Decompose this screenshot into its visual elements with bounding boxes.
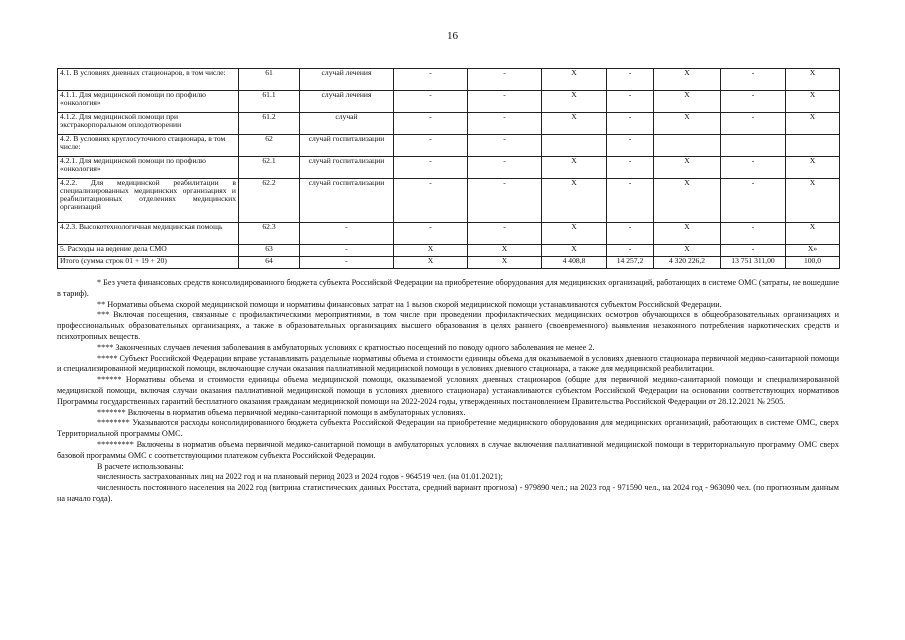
value-cell: - xyxy=(394,69,468,91)
value-cell: X xyxy=(542,157,607,179)
value-cell: X xyxy=(468,245,542,257)
table-row xyxy=(58,179,840,223)
value-cell: X xyxy=(786,91,840,113)
value-cell: - xyxy=(394,135,468,157)
value-cell: - xyxy=(607,91,654,113)
footnote: численность застрахованных лиц на 2022 год и на плановый период 2023 и 2024 годов - 964519 чел. (на 01.01.2021); xyxy=(97,472,503,482)
value-cell: - xyxy=(721,113,786,135)
value-cell: - xyxy=(607,157,654,179)
value-cell: - xyxy=(721,157,786,179)
value-cell: X xyxy=(786,113,840,135)
value-cell: - xyxy=(468,179,542,223)
footnote: ** Нормативы объема скорой медицинской помощи и нормативы финансовых затрат на 1 вызов скорой медицинской помощи устанавливаются субъектом Российской Федерации. xyxy=(97,299,722,309)
row-code-cell: 62.1 xyxy=(239,157,300,179)
value-cell xyxy=(721,135,786,157)
value-cell: 14 257,2 xyxy=(607,257,654,269)
table-row xyxy=(58,223,840,245)
value-cell: - xyxy=(468,69,542,91)
row-unit-cell: - xyxy=(300,245,394,257)
row-name-cell: 4.2.3. Высокотехнологичная медицинская помощь xyxy=(58,223,239,245)
footnote: В расчете использованы: xyxy=(97,461,184,471)
row-unit-cell: случай лечения xyxy=(300,91,394,113)
row-name-cell: 4.2.2. Для медицинской реабилитации в специализированных медицинских организациях и реабилитационных отделениях медицинских организаций xyxy=(58,179,239,223)
footnote: ***** Субъект Российской Федерации вправе устанавливать раздельные нормативы объема и стоимости единицы объема для оказываемой в условиях дневного стационара первичной медико-санитарной помощи и специализированной медицинской помощи, включающие случаи оказания паллиативной медицинской помощи в условиях дневного стационара, а также для медицинской реабилитации. xyxy=(57,353,839,374)
row-code-cell: 64 xyxy=(239,257,300,269)
row-unit-cell: случай госпитализации xyxy=(300,157,394,179)
footnote: *** Включая посещения, связанные с профилактическими мероприятиями, в том числе при проведении профилактических медицинских осмотров обучающихся в общеобразовательных организациях и профессиональных образовательных организациях, а также в образовательных организациях высшего образования в целях раннего (своевременного) выявления незаконного потребления наркотических средств и психотропных веществ. xyxy=(57,310,839,341)
row-unit-cell: - xyxy=(300,223,394,245)
footnote: * Без учета финансовых средств консолидированного бюджета субъекта Российской Федерации на приобретение оборудования для медицинских организаций, работающих в системе ОМС (затраты, не вошедшие в тариф). xyxy=(57,278,839,298)
value-cell: - xyxy=(607,223,654,245)
row-code-cell: 61.2 xyxy=(239,113,300,135)
table-row xyxy=(58,257,840,269)
table-row xyxy=(58,69,840,91)
value-cell: 100,0 xyxy=(786,257,840,269)
value-cell: X xyxy=(654,245,721,257)
value-cell: - xyxy=(394,113,468,135)
row-name-cell: 4.1. В условиях дневных стационаров, в том числе: xyxy=(58,69,239,91)
value-cell: - xyxy=(721,179,786,223)
value-cell: X» xyxy=(786,245,840,257)
value-cell: X xyxy=(394,257,468,269)
row-code-cell: 63 xyxy=(239,245,300,257)
value-cell xyxy=(786,135,840,157)
value-cell: - xyxy=(721,91,786,113)
value-cell: - xyxy=(394,223,468,245)
row-name-cell: 4.1.2. Для медицинской помощи при экстракорпоральном оплодотворении xyxy=(58,113,239,135)
value-cell xyxy=(542,135,607,157)
row-code-cell: 61 xyxy=(239,69,300,91)
value-cell: - xyxy=(468,223,542,245)
value-cell: X xyxy=(786,69,840,91)
value-cell: X xyxy=(654,113,721,135)
value-cell: - xyxy=(607,245,654,257)
row-unit-cell: случай госпитализации xyxy=(300,179,394,223)
value-cell: X xyxy=(542,113,607,135)
row-code-cell: 61.1 xyxy=(239,91,300,113)
value-cell: - xyxy=(607,179,654,223)
value-cell: - xyxy=(468,91,542,113)
value-cell: - xyxy=(607,135,654,157)
value-cell: X xyxy=(654,91,721,113)
row-code-cell: 62 xyxy=(239,135,300,157)
row-unit-cell: - xyxy=(300,257,394,269)
value-cell: - xyxy=(607,69,654,91)
footnote: численность постоянного населения на 2022 год (витрина статистических данных Росстата, средний вариант прогноза) - 979890 чел.; на 2023 год - 971590 чел., на 2024 год - 963090 чел. (по прогнозным данным на начало года). xyxy=(57,483,839,503)
row-unit-cell: случай госпитализации xyxy=(300,135,394,157)
value-cell: - xyxy=(721,245,786,257)
value-cell: X xyxy=(654,69,721,91)
value-cell: - xyxy=(468,113,542,135)
value-cell: X xyxy=(542,91,607,113)
row-unit-cell: случай xyxy=(300,113,394,135)
value-cell: - xyxy=(468,157,542,179)
value-cell: X xyxy=(542,223,607,245)
value-cell: - xyxy=(721,223,786,245)
footnote: ******* Включены в норматив объема первичной медико-санитарной помощи в амбулаторных условиях. xyxy=(97,407,466,417)
row-name-cell: 4.2. В условиях круглосуточного стационара, в том числе: xyxy=(58,135,239,157)
value-cell: X xyxy=(542,245,607,257)
table-row xyxy=(58,91,840,113)
page-number: 16 xyxy=(447,30,458,42)
footnote: **** Законченных случаев лечения заболевания в амбулаторных условиях с кратностью посещений по поводу одного заболевания не менее 2. xyxy=(97,342,595,352)
value-cell: X xyxy=(394,245,468,257)
table-row xyxy=(58,245,840,257)
row-name-cell: Итого (сумма строк 01 + 19 + 20) xyxy=(58,257,239,269)
table-row xyxy=(58,113,840,135)
footnote: ******** Указываются расходы консолидированного бюджета субъекта Российской Федерации на приобретение медицинского оборудования для медицинских организаций, работающих в системе ОМС, сверх Территориальной программы ОМС. xyxy=(57,418,839,439)
value-cell: X xyxy=(786,179,840,223)
value-cell: - xyxy=(394,91,468,113)
row-name-cell: 4.2.1. Для медицинской помощи по профилю «онкология» xyxy=(58,157,239,179)
value-cell: - xyxy=(394,179,468,223)
table-row xyxy=(58,157,840,179)
row-unit-cell: случай лечения xyxy=(300,69,394,91)
value-cell: X xyxy=(654,223,721,245)
table-row xyxy=(58,135,840,157)
value-cell: - xyxy=(607,113,654,135)
row-code-cell: 62.2 xyxy=(239,179,300,223)
value-cell: 4 320 226,2 xyxy=(654,257,721,269)
value-cell: X xyxy=(654,179,721,223)
value-cell: X xyxy=(654,157,721,179)
row-code-cell: 62.3 xyxy=(239,223,300,245)
value-cell: - xyxy=(721,69,786,91)
value-cell: - xyxy=(468,135,542,157)
row-name-cell: 4.1.1. Для медицинской помощи по профилю «онкология» xyxy=(58,91,239,113)
row-name-cell: 5. Расходы на ведение дела СМО xyxy=(58,245,239,257)
value-cell: 13 751 311,00 xyxy=(721,257,786,269)
value-cell: X xyxy=(542,179,607,223)
value-cell: X xyxy=(786,157,840,179)
footnotes xyxy=(57,278,839,505)
value-cell: X xyxy=(542,69,607,91)
value-cell xyxy=(654,135,721,157)
value-cell: - xyxy=(394,157,468,179)
footnote: ****** Нормативы объема и стоимости единицы объема медицинской помощи, оказываемой условиях дневных стационаров (общие для первичной медико-санитарной помощи и специализированной медицинской помощи, включая случаи оказания паллиативной медицинской помощи в условиях дневного стационара) устанавливаются субъектом Российской Федерации на основании соответствующих нормативов Программы государственных гарантий бесплатного оказания гражданам медицинской помощи на 2022-2024 годы, утвержденных постановлением Правительства Российской Федерации от 28.12.2021 № 2505. xyxy=(57,375,839,406)
normatives-table xyxy=(57,68,840,269)
value-cell: X xyxy=(468,257,542,269)
value-cell: 4 408,8 xyxy=(542,257,607,269)
value-cell: X xyxy=(786,223,840,245)
footnote: ********* Включены в норматив объема первичной медико-санитарной помощи в амбулаторных условиях в случае включения паллиативной медицинской помощи в территориальную программу ОМС сверх базовой программы ОМС с соответствующими платежом субъекта Российской Федерации. xyxy=(57,439,839,460)
